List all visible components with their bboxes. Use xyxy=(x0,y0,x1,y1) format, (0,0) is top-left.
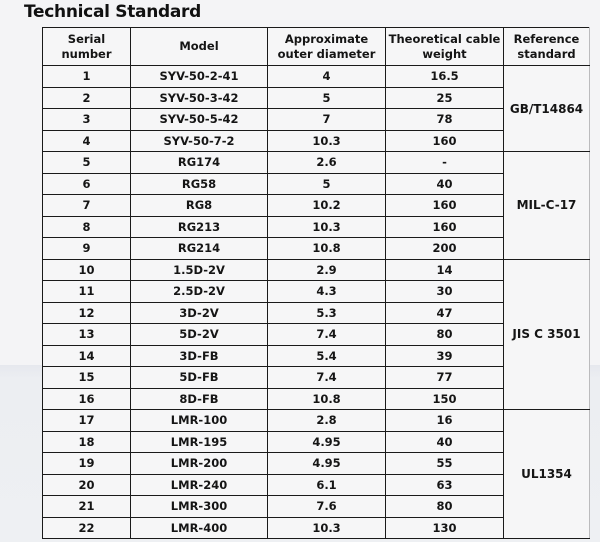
cell-model: RG8 xyxy=(131,195,268,217)
cell-serial: 8 xyxy=(43,216,131,238)
cell-serial: 15 xyxy=(43,367,131,389)
header-outer-diameter: Approximate outer diameter xyxy=(268,28,386,66)
cell-diameter: 5 xyxy=(268,173,386,195)
cell-diameter: 4.95 xyxy=(268,431,386,453)
cell-weight: 14 xyxy=(386,259,504,281)
cell-diameter: 5.3 xyxy=(268,302,386,324)
cell-diameter: 5.4 xyxy=(268,345,386,367)
cell-model: LMR-100 xyxy=(131,410,268,432)
cell-diameter: 2.9 xyxy=(268,259,386,281)
cell-model: RG174 xyxy=(131,152,268,174)
cell-serial: 6 xyxy=(43,173,131,195)
cell-model: SYV-50-5-42 xyxy=(131,109,268,131)
cell-serial: 12 xyxy=(43,302,131,324)
header-reference-standard: Reference standard xyxy=(504,28,590,66)
cell-diameter: 7.4 xyxy=(268,367,386,389)
cell-serial: 1 xyxy=(43,66,131,88)
cell-serial: 7 xyxy=(43,195,131,217)
cell-model: 2.5D-2V xyxy=(131,281,268,303)
cell-serial: 19 xyxy=(43,453,131,475)
cell-serial: 2 xyxy=(43,87,131,109)
cell-diameter: 10.8 xyxy=(268,238,386,260)
cell-weight: - xyxy=(386,152,504,174)
technical-standard-table xyxy=(42,27,590,539)
cell-serial: 14 xyxy=(43,345,131,367)
cell-model: 8D-FB xyxy=(131,388,268,410)
cell-weight: 80 xyxy=(386,496,504,518)
cell-reference-standard: GB/T14864 xyxy=(504,66,590,152)
cell-weight: 30 xyxy=(386,281,504,303)
cell-weight: 47 xyxy=(386,302,504,324)
cell-model: LMR-240 xyxy=(131,474,268,496)
cell-diameter: 2.8 xyxy=(268,410,386,432)
cell-model: 3D-FB xyxy=(131,345,268,367)
header-row xyxy=(43,28,590,66)
cell-weight: 16 xyxy=(386,410,504,432)
table-row xyxy=(43,410,590,432)
cell-weight: 160 xyxy=(386,195,504,217)
cell-model: SYV-50-3-42 xyxy=(131,87,268,109)
cell-weight: 77 xyxy=(386,367,504,389)
cell-serial: 11 xyxy=(43,281,131,303)
table-row xyxy=(43,66,590,88)
cell-weight: 160 xyxy=(386,130,504,152)
page-title: Technical Standard xyxy=(24,2,202,22)
cell-serial: 10 xyxy=(43,259,131,281)
cell-weight: 130 xyxy=(386,517,504,539)
cell-serial: 3 xyxy=(43,109,131,131)
cell-serial: 9 xyxy=(43,238,131,260)
cell-model: SYV-50-2-41 xyxy=(131,66,268,88)
cell-diameter: 10.2 xyxy=(268,195,386,217)
header-serial-number: Serial number xyxy=(43,28,131,66)
cell-model: 1.5D-2V xyxy=(131,259,268,281)
cell-serial: 22 xyxy=(43,517,131,539)
cell-serial: 18 xyxy=(43,431,131,453)
cell-weight: 160 xyxy=(386,216,504,238)
cell-model: SYV-50-7-2 xyxy=(131,130,268,152)
cell-reference-standard: JIS C 3501 xyxy=(504,259,590,410)
cell-serial: 16 xyxy=(43,388,131,410)
cell-diameter: 10.8 xyxy=(268,388,386,410)
cell-weight: 40 xyxy=(386,173,504,195)
cell-model: 3D-2V xyxy=(131,302,268,324)
cell-serial: 5 xyxy=(43,152,131,174)
cell-model: RG214 xyxy=(131,238,268,260)
cell-serial: 21 xyxy=(43,496,131,518)
cell-reference-standard: MIL-C-17 xyxy=(504,152,590,260)
cell-weight: 63 xyxy=(386,474,504,496)
cell-weight: 55 xyxy=(386,453,504,475)
header-model: Model xyxy=(131,28,268,66)
cell-weight: 40 xyxy=(386,431,504,453)
cell-diameter: 7 xyxy=(268,109,386,131)
cell-weight: 78 xyxy=(386,109,504,131)
cell-diameter: 4.95 xyxy=(268,453,386,475)
cell-serial: 20 xyxy=(43,474,131,496)
table-row xyxy=(43,259,590,281)
cell-diameter: 10.3 xyxy=(268,130,386,152)
cell-model: LMR-200 xyxy=(131,453,268,475)
cell-model: LMR-300 xyxy=(131,496,268,518)
cell-diameter: 10.3 xyxy=(268,216,386,238)
cell-model: LMR-400 xyxy=(131,517,268,539)
cell-model: 5D-FB xyxy=(131,367,268,389)
cell-diameter: 7.4 xyxy=(268,324,386,346)
table-row xyxy=(43,152,590,174)
cell-diameter: 2.6 xyxy=(268,152,386,174)
cell-model: RG58 xyxy=(131,173,268,195)
cell-diameter: 4.3 xyxy=(268,281,386,303)
cell-weight: 200 xyxy=(386,238,504,260)
cell-diameter: 5 xyxy=(268,87,386,109)
cell-weight: 39 xyxy=(386,345,504,367)
cell-serial: 13 xyxy=(43,324,131,346)
cell-weight: 16.5 xyxy=(386,66,504,88)
header-cable-weight: Theoretical cable weight xyxy=(386,28,504,66)
cell-serial: 17 xyxy=(43,410,131,432)
cell-reference-standard: UL1354 xyxy=(504,410,590,539)
cell-diameter: 10.3 xyxy=(268,517,386,539)
cell-diameter: 6.1 xyxy=(268,474,386,496)
cell-diameter: 7.6 xyxy=(268,496,386,518)
cell-serial: 4 xyxy=(43,130,131,152)
cell-model: LMR-195 xyxy=(131,431,268,453)
cell-diameter: 4 xyxy=(268,66,386,88)
cell-model: 5D-2V xyxy=(131,324,268,346)
cell-weight: 25 xyxy=(386,87,504,109)
cell-weight: 150 xyxy=(386,388,504,410)
cell-weight: 80 xyxy=(386,324,504,346)
cell-model: RG213 xyxy=(131,216,268,238)
